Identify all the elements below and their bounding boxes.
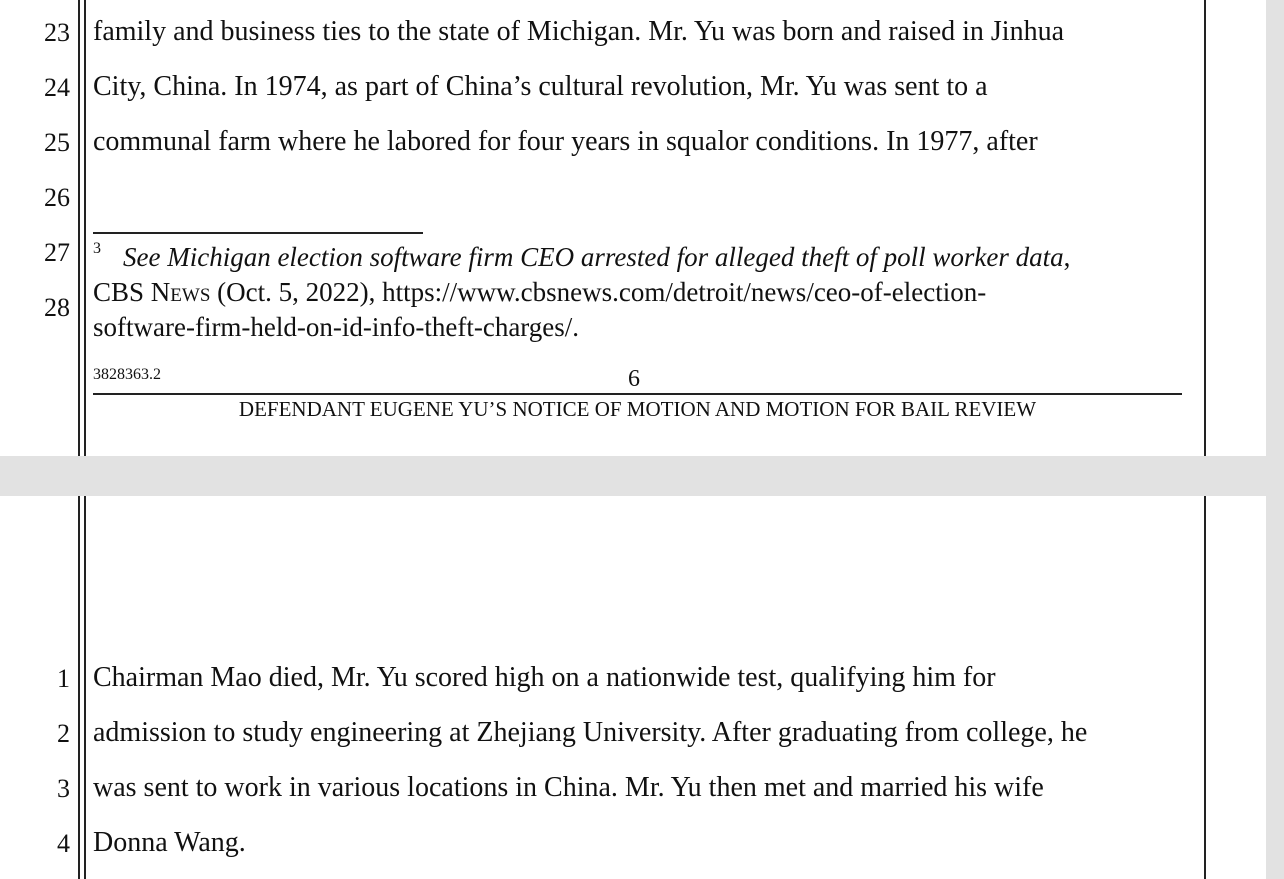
body-text-line: communal farm where he labored for four years in squalor conditions. In 1977, after (93, 126, 1038, 157)
footer-rule (93, 393, 1182, 395)
left-margin-rule (84, 0, 86, 456)
line-number: 27 (44, 238, 70, 267)
line-number: 2 (57, 719, 70, 748)
footnote-line (93, 242, 1070, 273)
left-margin-rule (78, 496, 80, 879)
footnote-citation-link[interactable]: (Oct. 5, 2022), https://www.cbsnews.com/detroit/news/ceo-of-election- (210, 277, 987, 307)
footnote-separator (93, 232, 423, 234)
line-number: 25 (44, 128, 70, 157)
footnote-article-title: See Michigan election software firm CEO arrested for alleged theft of poll worker data (123, 242, 1064, 272)
body-text-line: was sent to work in various locations in China. Mr. Yu then met and married his wife (93, 772, 1044, 803)
right-margin-rule (1204, 0, 1206, 456)
footnote-line (93, 277, 986, 308)
footnote-marker: 3 (93, 240, 101, 257)
line-number: 24 (44, 73, 70, 102)
body-text-line: City, China. In 1974, as part of China’s cultural revolution, Mr. Yu was sent to a (93, 71, 988, 102)
footnote-punctuation: , (1063, 242, 1071, 272)
document-page-bottom (0, 496, 1266, 879)
footnote-line[interactable]: software-firm-held-on-id-info-theft-charges/. (93, 312, 580, 342)
left-margin-rule (84, 496, 86, 879)
document-id: 3828363.2 (93, 366, 161, 383)
page-number: 6 (628, 366, 640, 392)
line-number: 26 (44, 183, 70, 212)
line-number: 4 (57, 829, 70, 858)
left-margin-rule (78, 0, 80, 456)
footnote-source-news: News (150, 277, 211, 307)
footer-caption: DEFENDANT EUGENE YU’S NOTICE OF MOTION AND MOTION FOR BAIL REVIEW (238, 397, 1037, 421)
footnote-source-cbs: CBS (93, 277, 151, 307)
right-margin-rule (1204, 496, 1206, 879)
body-text-line: admission to study engineering at Zhejiang University. After graduating from college, he (93, 717, 1088, 748)
line-number: 3 (57, 774, 70, 803)
line-number: 1 (57, 664, 70, 693)
body-text-line: Donna Wang. (93, 827, 246, 858)
line-number: 28 (44, 293, 70, 322)
body-text-line: Chairman Mao died, Mr. Yu scored high on a nationwide test, qualifying him for (93, 662, 996, 693)
body-text-line: family and business ties to the state of Michigan. Mr. Yu was born and raised in Jinhua (93, 16, 1065, 47)
line-number: 23 (44, 18, 70, 47)
